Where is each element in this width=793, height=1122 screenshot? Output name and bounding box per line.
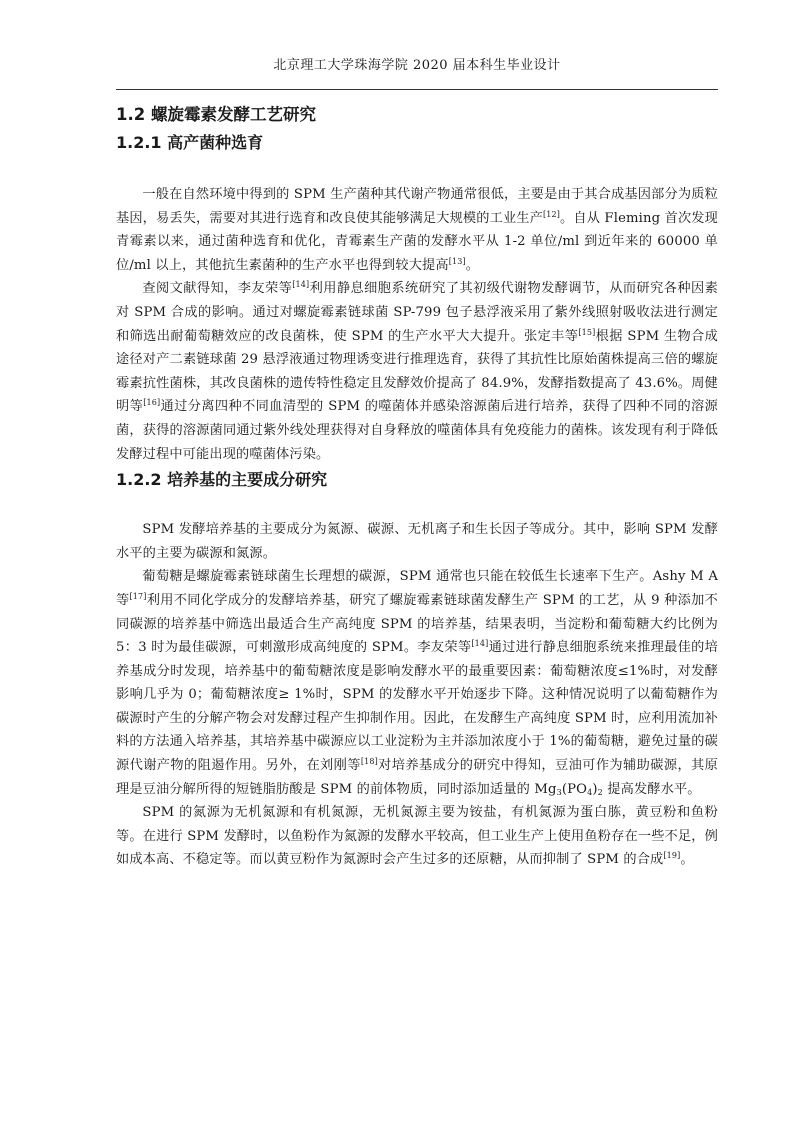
paragraph-text: 对培养基成分的研究中得知，豆油可作为辅助碳源，其原理是豆油分解所得的短链脂肪酸是 SPM 的前体物质，同时添加适量的 Mg bbox=[116, 758, 719, 797]
paragraph-text: 一般在自然环境中得到的 SPM 生产菌种其代谢产物通常很低，主要是由于其合成基因部分为质粒基因，易丢失，需要对其进行选育和改良使其能够满足大规模的工业生产 bbox=[116, 187, 718, 226]
paragraph bbox=[116, 565, 718, 801]
subsection-title: 高产菌种选育 bbox=[167, 133, 264, 152]
subsection-heading-1 bbox=[116, 129, 718, 157]
header-divider bbox=[116, 89, 718, 90]
paragraph-text: 根据 SPM 生物合成途径对产二素链球菌 29 悬浮液通过物理诱变进行推理选育，获得了其抗性比原始菌株提高三倍的螺旋霉素抗性菌株，其改良菌株的遗传特性稳定且发酵效价提高了 84.9%，发酵指数提高了 43.6%。周健明等 bbox=[116, 328, 718, 415]
paragraph-text: 。 bbox=[680, 852, 694, 868]
paragraph-text: 。 bbox=[465, 257, 480, 273]
chem-subscript: 4 bbox=[587, 787, 593, 797]
paragraph-text: 。自从 Fleming 首次发现青霉素以来，通过菌种选育和优化，青霉素生产菌的发酵水平从 1-2 单位/ml 到近年来的 60000 单位/ml 以上，其他抗生素菌种的生产水平也得到较大提高 bbox=[116, 210, 718, 273]
subsection-body-2 bbox=[116, 518, 718, 872]
citation: [12] bbox=[542, 209, 561, 219]
citation: [14] bbox=[292, 280, 310, 290]
subsection-number: 1.2.2 bbox=[116, 470, 162, 490]
paragraph-text: 葡萄糖是螺旋霉素链球菌生长理想的碳源，SPM 通常也只能在较低生长速率下生产。Ashy M A 等 bbox=[116, 569, 718, 608]
paragraph bbox=[116, 518, 718, 565]
chem-subscript: 2 bbox=[597, 787, 603, 797]
section-heading bbox=[116, 101, 718, 129]
paragraph-text: ) bbox=[592, 781, 598, 797]
paragraph-text: 通过进行静息细胞系统来推理最佳的培养基成分时发现，培养基中的葡萄糖浓度是影响发酵水平的最重要因素：葡萄糖浓度≤1%时，对发酵影响几乎为 0；葡萄糖浓度≥ 1%时，SPM 的发酵水平开始逐步下降。这种情况说明了以葡萄糖作为碳源时产生的分解产物会对发酵过程产生抑制作用。因此，在发酵生产高纯度 SPM 时，应利用流加补料的方法通入培养基，其培养基中碳源应以工业淀粉为主并添加浓度小于 1%的葡萄糖，避免过量的碳源代谢产物的阻遏作用。另外，在刘刚等 bbox=[116, 640, 718, 774]
paragraph-text: 利用不同化学成分的发酵培养基，研究了螺旋霉素链球菌发酵生产 SPM 的工艺，从 9 种添加不同碳源的培养基中筛选出最适合生产高纯度 SPM 的培养基，结果表明，当淀粉和葡萄糖大约比例为 5：3 时为最佳碳源，可刺激形成高纯度的 SPM。李友荣等 bbox=[116, 592, 719, 656]
citation: [16] bbox=[143, 398, 161, 408]
paragraph-text: SPM 发酵培养基的主要成分为氮源、碳源、无机离子和生长因子等成分。其中，影响 SPM 发酵水平的主要为碳源和氮源。 bbox=[116, 522, 718, 561]
citation: [15] bbox=[578, 327, 596, 337]
paragraph-text: (PO bbox=[561, 781, 588, 797]
section-title: 螺旋霉素发酵工艺研究 bbox=[150, 105, 316, 124]
paragraph bbox=[116, 183, 718, 277]
subsection-number: 1.2.1 bbox=[116, 133, 162, 152]
document-body bbox=[116, 101, 718, 872]
paragraph bbox=[116, 801, 718, 872]
page-header: 北京理工大学珠海学院 2020 届本科生毕业设计 bbox=[273, 58, 561, 73]
subsection-title: 培养基的主要成分研究 bbox=[167, 470, 328, 490]
citation: [13] bbox=[448, 256, 466, 266]
subsection-body-1 bbox=[116, 183, 718, 466]
paragraph bbox=[116, 277, 718, 466]
citation: [18] bbox=[360, 757, 378, 767]
subsection-heading-2 bbox=[116, 466, 718, 494]
paragraph-text: 查阅文献得知，李友荣等 bbox=[142, 281, 293, 297]
citation: [19] bbox=[663, 851, 681, 861]
section-number: 1.2 bbox=[116, 105, 146, 124]
citation: [14] bbox=[471, 639, 489, 649]
citation: [17] bbox=[129, 591, 147, 601]
paragraph-text: SPM 的氮源为无机氮源和有机氮源，无机氮源主要为铵盐，有机氮源为蛋白胨，黄豆粉和鱼粉等。在进行 SPM 发酵时，以鱼粉作为氮源的发酵水平较高，但工业生产上使用鱼粉存在一些不足，例如成本高、不稳定等。而以黄豆粉作为氮源时会产生过多的还原糖，从而抑制了 SPM 的合成 bbox=[116, 805, 718, 868]
paragraph-text: 利用静息细胞系统研究了其初级代谢物发酵调节，从而研究各种因素对 SPM 合成的影响。通过对螺旋霉素链球菌 SP-799 包子悬浮液采用了紫外线照射吸收法进行测定和筛选出耐葡萄糖效应的改良菌株，使 SPM 的生产水平大大提升。张定丰等 bbox=[116, 281, 719, 344]
paragraph-text: 提高发酵水平。 bbox=[602, 781, 701, 797]
chem-subscript: 3 bbox=[556, 787, 562, 797]
paragraph-text: 通过分离四种不同血清型的 SPM 的噬菌体并感染溶源菌后进行培养，获得了四种不同的溶源菌，获得的溶源菌同通过紫外线处理获得对自身释放的噬菌体具有免疫能力的菌株。该发现有利于降低发酵过程中可能出现的噬菌体污染。 bbox=[116, 399, 718, 462]
